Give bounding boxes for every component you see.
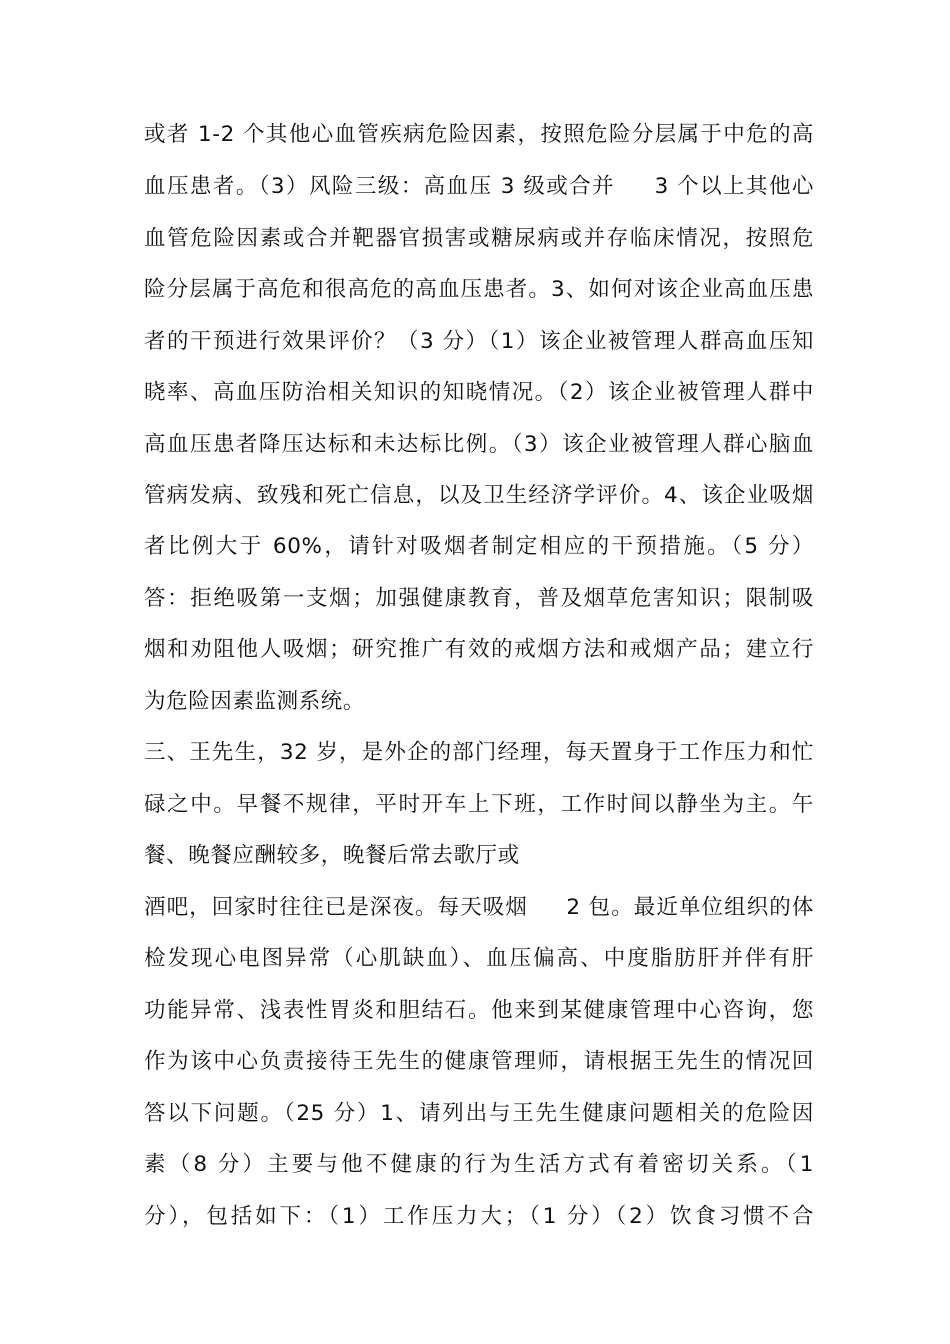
text-line: 或者 1-2 个其他心血管疾病危险因素，按照危险分层属于中危的高 [144,122,814,147]
text-line: 餐、晚餐应酬较多，晚餐后常去歌厅或 [144,843,520,868]
text-line: 管病发病、致残和死亡信息，以及卫生经济学评价。4、该企业吸烟 [144,483,814,508]
text-line: 酒吧，回家时往往已是深夜。每天吸烟 2 包。最近单位组织的体 [144,895,814,920]
text-line: 作为该中心负责接待王先生的健康管理师，请根据王先生的情况回 [144,1049,814,1074]
text-line: 险分层属于高危和很高危的高血压患者。3、如何对该企业高血压患 [144,277,814,302]
text-line: 素（8 分）主要与他不健康的行为生活方式有着密切关系。（1 [144,1152,814,1177]
text-line: 答以下问题。（25 分）1、请列出与王先生健康问题相关的危险因 [144,1101,814,1126]
text-line: 为危险因素监测系统。 [144,689,366,714]
text-line: 碌之中。早餐不规律，平时开车上下班，工作时间以静坐为主。午 [144,792,814,817]
text-line: 烟和劝阻他人吸烟；研究推广有效的戒烟方法和戒烟产品；建立行 [144,637,814,662]
text-line: 者的干预进行效果评价？（3 分）（1）该企业被管理人群高血压知 [144,329,814,354]
text-line: 检发现心电图异常（心肌缺血）、血压偏高、中度脂肪肝并伴有肝 [144,946,814,971]
text-line: 者比例大于 60%，请针对吸烟者制定相应的干预措施。（5 分） [144,534,814,559]
text-line: 晓率、高血压防治相关知识的知晓情况。（2）该企业被管理人群中 [144,380,814,405]
text-line: 血压患者。（3）风险三级：高血压 3 级或合并 3 个以上其他心 [144,174,814,199]
text-line: 功能异常、浅表性胃炎和胆结石。他来到某健康管理中心咨询，您 [144,998,814,1023]
text-line: 血管危险因素或合并靶器官损害或糖尿病或并存临床情况，按照危 [144,226,814,251]
text-line: 分），包括如下：（1）工作压力大；（1 分）（2）饮食习惯不合 [144,1204,814,1229]
text-line: 答：拒绝吸第一支烟；加强健康教育，普及烟草危害知识；限制吸 [144,586,814,611]
text-line: 高血压患者降压达标和未达标比例。（3）该企业被管理人群心脑血 [144,432,814,457]
text-line: 三、王先生，32 岁，是外企的部门经理，每天置身于工作压力和忙 [144,740,814,765]
